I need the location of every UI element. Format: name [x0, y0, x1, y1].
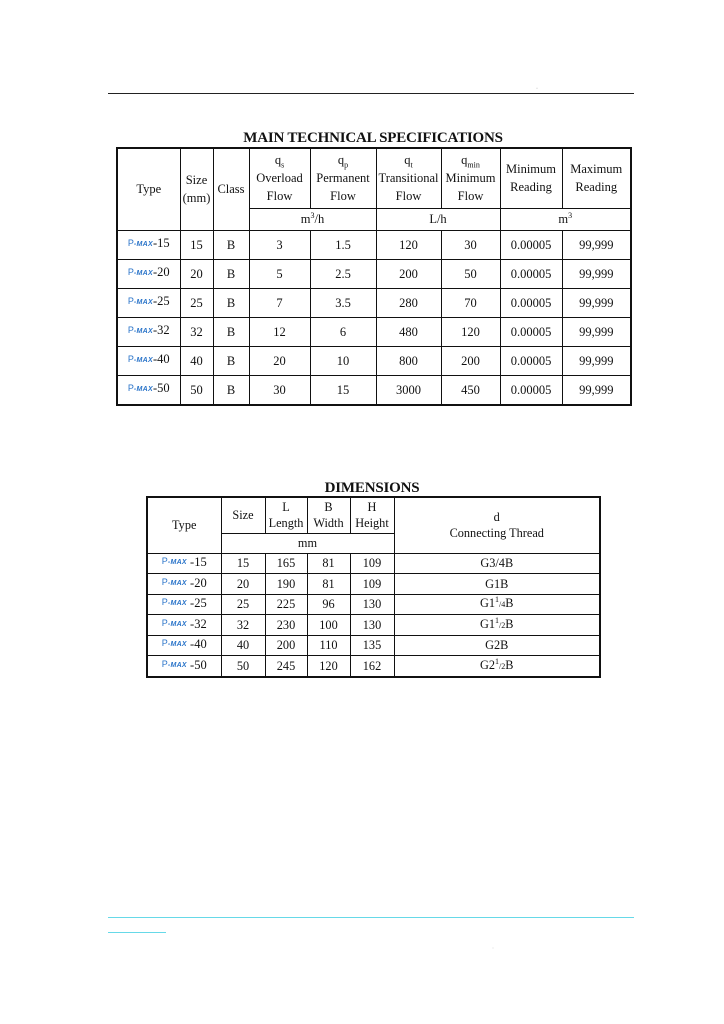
spec-cell-qmin: 450: [441, 375, 500, 405]
logo-max: -MAX: [133, 327, 153, 335]
spec-cell-type: [117, 317, 180, 346]
spec-cell-size: 40: [180, 346, 213, 375]
dim-cell-height: 109: [350, 574, 394, 595]
spec-cell-qs: 12: [249, 317, 310, 346]
logo-p: P: [161, 617, 168, 628]
spec-cell-type: [117, 230, 180, 259]
type-suffix: -50: [152, 381, 170, 396]
logo-max: -MAX: [167, 661, 187, 669]
spec-cell-class: B: [213, 230, 249, 259]
thread-sup: 1: [495, 656, 500, 666]
thread-frac: /2: [499, 620, 506, 630]
unit-m3h: [249, 208, 376, 230]
spec-cell-qmin: 70: [441, 288, 500, 317]
dim-cell-type: [147, 553, 221, 574]
spec-cell-qt: 280: [376, 288, 441, 317]
logo-p: P: [127, 324, 134, 335]
spec-cell-max-reading: 99,999: [562, 259, 631, 288]
spec-row: [117, 317, 631, 346]
pmax-logo: [128, 321, 153, 341]
spec-cell-max-reading: 99,999: [562, 288, 631, 317]
type-suffix: -15: [152, 236, 170, 251]
logo-max: -MAX: [167, 641, 187, 649]
type-suffix: -32: [152, 323, 170, 338]
footer-rule-short: [108, 932, 166, 933]
qp-line2: Flow: [330, 189, 356, 204]
spec-cell-qp: 10: [310, 346, 376, 375]
spec-cell-min-reading: 0.00005: [500, 346, 562, 375]
dim-header-height: [350, 497, 394, 533]
dim-cell-type: [147, 615, 221, 636]
spec-cell-qs: 20: [249, 346, 310, 375]
logo-max: -MAX: [167, 559, 187, 567]
thread-base: G1: [480, 596, 496, 611]
dim-cell-size: 25: [221, 594, 265, 615]
spec-cell-max-reading: 99,999: [562, 375, 631, 405]
minr-line2: Reading: [510, 180, 552, 195]
qp-line1: Permanent: [316, 171, 370, 186]
dim-header-type: Type: [147, 497, 221, 553]
dim-cell-size: 50: [221, 656, 265, 677]
dim-cell-thread: [394, 656, 600, 677]
spec-header-qt: [376, 148, 441, 208]
logo-max: -MAX: [167, 620, 187, 628]
maxr-line2: Reading: [575, 180, 618, 195]
l-name: Length: [268, 516, 304, 531]
spec-row: [117, 259, 631, 288]
spec-cell-min-reading: 0.00005: [500, 230, 562, 259]
footer-rule: [108, 917, 634, 918]
logo-p: P: [161, 638, 168, 649]
thread-tail: B: [505, 596, 514, 611]
logo-max: -MAX: [133, 356, 153, 364]
thread-base: G2B: [485, 638, 509, 653]
spec-header-class: Class: [213, 148, 249, 230]
spec-cell-max-reading: 99,999: [562, 346, 631, 375]
unit-m3h-sup: 3: [310, 210, 315, 220]
h-name: Height: [355, 516, 389, 531]
type-suffix: -40: [186, 637, 207, 652]
type-suffix: -25: [152, 294, 170, 309]
size-unit: (mm): [182, 191, 211, 206]
spec-cell-type: [117, 346, 180, 375]
dim-cell-length: 165: [265, 553, 307, 574]
logo-p: P: [161, 556, 168, 567]
thread-base: G2: [480, 657, 496, 672]
dim-cell-type: [147, 574, 221, 595]
spec-header-size: [180, 148, 213, 230]
h-symbol: H: [367, 500, 377, 515]
qt-symbol: q: [404, 153, 411, 168]
d-symbol: d: [493, 510, 500, 525]
spec-cell-size: 15: [180, 230, 213, 259]
logo-max: -MAX: [133, 298, 153, 306]
spec-cell-qs: 3: [249, 230, 310, 259]
spec-row: [117, 288, 631, 317]
spec-row: [117, 375, 631, 405]
maxr-line1: Maximum: [570, 162, 623, 177]
spec-row: [117, 346, 631, 375]
logo-p: P: [127, 237, 134, 248]
dim-cell-size: 32: [221, 615, 265, 636]
dim-cell-width: 120: [307, 656, 350, 677]
spec-cell-class: B: [213, 346, 249, 375]
spec-cell-class: B: [213, 259, 249, 288]
logo-max: -MAX: [167, 600, 187, 608]
dim-cell-thread: [394, 574, 600, 595]
spec-cell-qt: 800: [376, 346, 441, 375]
spec-cell-qs: 5: [249, 259, 310, 288]
logo-p: P: [161, 576, 168, 587]
logo-p: P: [161, 658, 168, 669]
logo-max: -MAX: [167, 579, 187, 587]
spec-cell-qp: 2.5: [310, 259, 376, 288]
spec-cell-class: B: [213, 375, 249, 405]
spec-cell-min-reading: 0.00005: [500, 259, 562, 288]
dim-row: [147, 615, 600, 636]
header-mark: ·: [536, 86, 538, 92]
dim-header-row: [147, 497, 600, 533]
dim-cell-length: 225: [265, 594, 307, 615]
dim-header-size: Size: [221, 497, 265, 533]
spec-body: [117, 230, 631, 405]
spec-header-qs: [249, 148, 310, 208]
thread-base: G3/4B: [480, 556, 514, 571]
qp-symbol: q: [337, 153, 345, 168]
spec-cell-class: B: [213, 288, 249, 317]
spec-cell-size: 32: [180, 317, 213, 346]
d-name: Connecting Thread: [449, 526, 544, 541]
spec-cell-max-reading: 99,999: [562, 230, 631, 259]
spec-cell-qmin: 200: [441, 346, 500, 375]
dim-cell-size: 40: [221, 635, 265, 656]
dim-title: DIMENSIONS: [324, 480, 420, 496]
dim-header-width: [307, 497, 350, 533]
pmax-logo: [162, 594, 187, 612]
pmax-logo: [162, 553, 187, 571]
dim-unit-mm: mm: [221, 533, 394, 553]
spec-header-row: [117, 148, 631, 208]
unit-m3h-base: m: [300, 212, 311, 226]
spec-cell-min-reading: 0.00005: [500, 288, 562, 317]
pmax-logo: [162, 635, 187, 653]
logo-max: -MAX: [133, 385, 153, 393]
dim-cell-length: 230: [265, 615, 307, 636]
qmin-subscript: min: [467, 160, 480, 170]
spec-header-qmin: [441, 148, 500, 208]
spec-cell-qt: 480: [376, 317, 441, 346]
pmax-logo: [128, 350, 153, 370]
dim-cell-width: 96: [307, 594, 350, 615]
logo-p: P: [161, 597, 168, 608]
qt-line1: Transitional: [378, 171, 439, 186]
unit-m3-sup: 3: [568, 210, 573, 220]
qmin-line2: Flow: [457, 189, 484, 204]
spec-cell-min-reading: 0.00005: [500, 375, 562, 405]
type-suffix: -32: [186, 616, 207, 631]
spec-cell-qt: 3000: [376, 375, 441, 405]
spec-cell-class: B: [213, 317, 249, 346]
dim-cell-width: 81: [307, 574, 350, 595]
spec-table: [116, 147, 632, 406]
spec-cell-qp: 6: [310, 317, 376, 346]
spec-cell-size: 20: [180, 259, 213, 288]
qt-line2: Flow: [395, 189, 422, 204]
dim-cell-thread: [394, 615, 600, 636]
minr-line1: Minimum: [505, 162, 556, 177]
spec-cell-qmin: 120: [441, 317, 500, 346]
spec-cell-qp: 15: [310, 375, 376, 405]
pmax-logo: [128, 379, 153, 399]
qs-symbol: q: [274, 153, 282, 168]
spec-cell-qs: 30: [249, 375, 310, 405]
b-symbol: B: [324, 500, 333, 515]
spec-header-qp: [310, 148, 376, 208]
size-label: Size: [185, 173, 208, 188]
type-suffix: -25: [186, 596, 207, 611]
spec-row: [117, 230, 631, 259]
dim-cell-height: 135: [350, 635, 394, 656]
dim-cell-length: 190: [265, 574, 307, 595]
dim-row: [147, 574, 600, 595]
dim-cell-length: 245: [265, 656, 307, 677]
pmax-logo: [162, 615, 187, 633]
spec-cell-type: [117, 259, 180, 288]
thread-tail: B: [505, 616, 514, 631]
dim-cell-thread: [394, 553, 600, 574]
b-name: Width: [313, 516, 344, 531]
dim-cell-thread: [394, 635, 600, 656]
dim-row: [147, 635, 600, 656]
spec-header-min-reading: [500, 148, 562, 208]
spec-cell-qt: 120: [376, 230, 441, 259]
qs-line1: Overload: [256, 171, 303, 186]
thread-base: G1B: [485, 576, 509, 591]
spec-cell-type: [117, 375, 180, 405]
spec-header-max-reading: [562, 148, 631, 208]
dim-cell-height: 130: [350, 594, 394, 615]
spec-header-type: Type: [117, 148, 180, 230]
footer-mark: ˈ: [492, 948, 494, 954]
dim-cell-width: 100: [307, 615, 350, 636]
thread-frac: /4: [499, 600, 506, 610]
dim-table: [146, 496, 601, 678]
logo-p: P: [127, 295, 134, 306]
type-suffix: -20: [186, 575, 207, 590]
dim-row: [147, 656, 600, 677]
pmax-logo: [128, 234, 153, 254]
spec-title: MAIN TECHNICAL SPECIFICATIONS: [243, 130, 503, 146]
spec-cell-qmin: 50: [441, 259, 500, 288]
unit-m3-base: m: [558, 212, 569, 226]
dim-header-length: [265, 497, 307, 533]
thread-sup: 1: [495, 615, 500, 625]
spec-cell-qt: 200: [376, 259, 441, 288]
spec-cell-max-reading: 99,999: [562, 317, 631, 346]
logo-max: -MAX: [133, 240, 153, 248]
type-suffix: -50: [186, 657, 207, 672]
spec-cell-min-reading: 0.00005: [500, 317, 562, 346]
dim-cell-type: [147, 594, 221, 615]
header-rule: [108, 93, 634, 94]
dim-cell-size: 20: [221, 574, 265, 595]
dim-cell-height: 162: [350, 656, 394, 677]
dim-cell-height: 109: [350, 553, 394, 574]
thread-tail: B: [505, 657, 514, 672]
dim-row: [147, 553, 600, 574]
qmin-line1: Minimum: [445, 171, 496, 186]
pmax-logo: [128, 292, 153, 312]
qs-subscript: s: [281, 160, 285, 170]
spec-cell-qp: 3.5: [310, 288, 376, 317]
logo-max: -MAX: [133, 269, 153, 277]
thread-frac: /2: [499, 661, 506, 671]
unit-m3: [500, 208, 631, 230]
dim-cell-width: 110: [307, 635, 350, 656]
dim-cell-size: 15: [221, 553, 265, 574]
unit-lh: L/h: [376, 208, 500, 230]
logo-p: P: [127, 382, 134, 393]
dim-cell-type: [147, 656, 221, 677]
pmax-logo: [162, 656, 187, 674]
qt-subscript: t: [410, 160, 413, 170]
unit-m3h-tail: /h: [314, 212, 325, 226]
logo-p: P: [127, 353, 134, 364]
dim-cell-length: 200: [265, 635, 307, 656]
spec-cell-type: [117, 288, 180, 317]
dim-body: [147, 553, 600, 677]
dim-row: [147, 594, 600, 615]
spec-cell-size: 50: [180, 375, 213, 405]
spec-cell-qmin: 30: [441, 230, 500, 259]
pmax-logo: [128, 263, 153, 283]
pmax-logo: [162, 574, 187, 592]
logo-p: P: [127, 266, 134, 277]
type-suffix: -15: [186, 555, 207, 570]
qmin-symbol: q: [461, 153, 468, 168]
type-suffix: -40: [152, 352, 170, 367]
dim-header-thread: [394, 497, 600, 553]
type-suffix: -20: [152, 265, 170, 280]
dim-cell-type: [147, 635, 221, 656]
qs-line2: Flow: [266, 189, 293, 204]
thread-base: G1: [480, 616, 496, 631]
l-symbol: L: [282, 500, 290, 515]
spec-cell-qs: 7: [249, 288, 310, 317]
dim-cell-width: 81: [307, 553, 350, 574]
thread-sup: 1: [495, 595, 500, 605]
qp-subscript: p: [344, 160, 349, 170]
spec-cell-qp: 1.5: [310, 230, 376, 259]
spec-cell-size: 25: [180, 288, 213, 317]
dim-cell-height: 130: [350, 615, 394, 636]
dim-cell-thread: [394, 594, 600, 615]
